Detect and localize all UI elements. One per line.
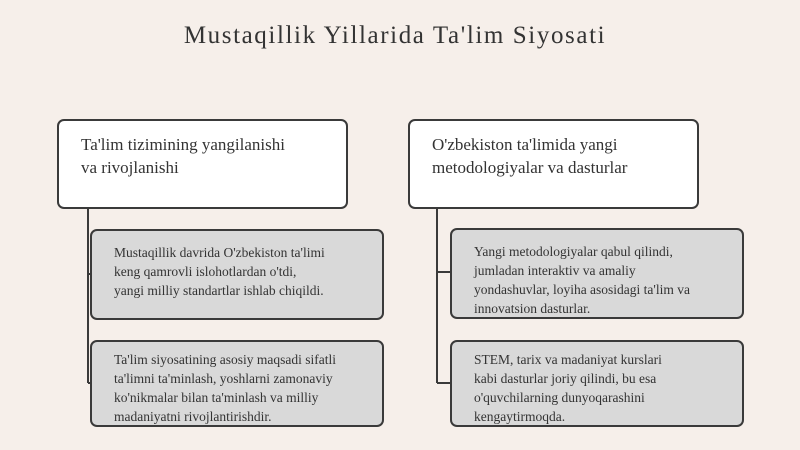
right-item-1-text: Yangi metodologiyalar qabul qilindi, jumladan interaktiv va amaliy yondashuvlar, loyiha asosidagi ta'lim va innovatsion dasturlar. (474, 244, 690, 316)
left-item-1-text: Mustaqillik davrida O'zbekiston ta'limi keng qamrovli islohotlardan o'tdi, yangi milliy standartlar ishlab chiqildi. (114, 245, 325, 298)
branch-header-right-text: O'zbekiston ta'limida yangi metodologiyalar va dasturlar (432, 135, 628, 177)
right-item-2-text: STEM, tarix va madaniyat kurslari kabi dasturlar joriy qilindi, bu esa o'quvchilarning dunyoqarashini kengaytirmoqda. (474, 352, 662, 424)
branch-header-left-text: Ta'lim tizimining yangilanishi va rivojlanishi (81, 135, 285, 177)
branch-header-left (57, 119, 348, 209)
right-item-1 (450, 228, 744, 319)
diagram-title: Mustaqillik Yillarida Ta'lim Siyosati (183, 22, 607, 49)
left-item-2 (90, 340, 384, 427)
left-item-2-text: Ta'lim siyosatining asosiy maqsadi sifatli ta'limni ta'minlash, yoshlarni zamonaviy ko'nikmalar bilan ta'minlash va milliy madaniyatni rivojlantirishdir. (114, 352, 336, 424)
left-item-1 (90, 229, 384, 320)
right-item-2 (450, 340, 744, 427)
branch-header-right (408, 119, 699, 209)
